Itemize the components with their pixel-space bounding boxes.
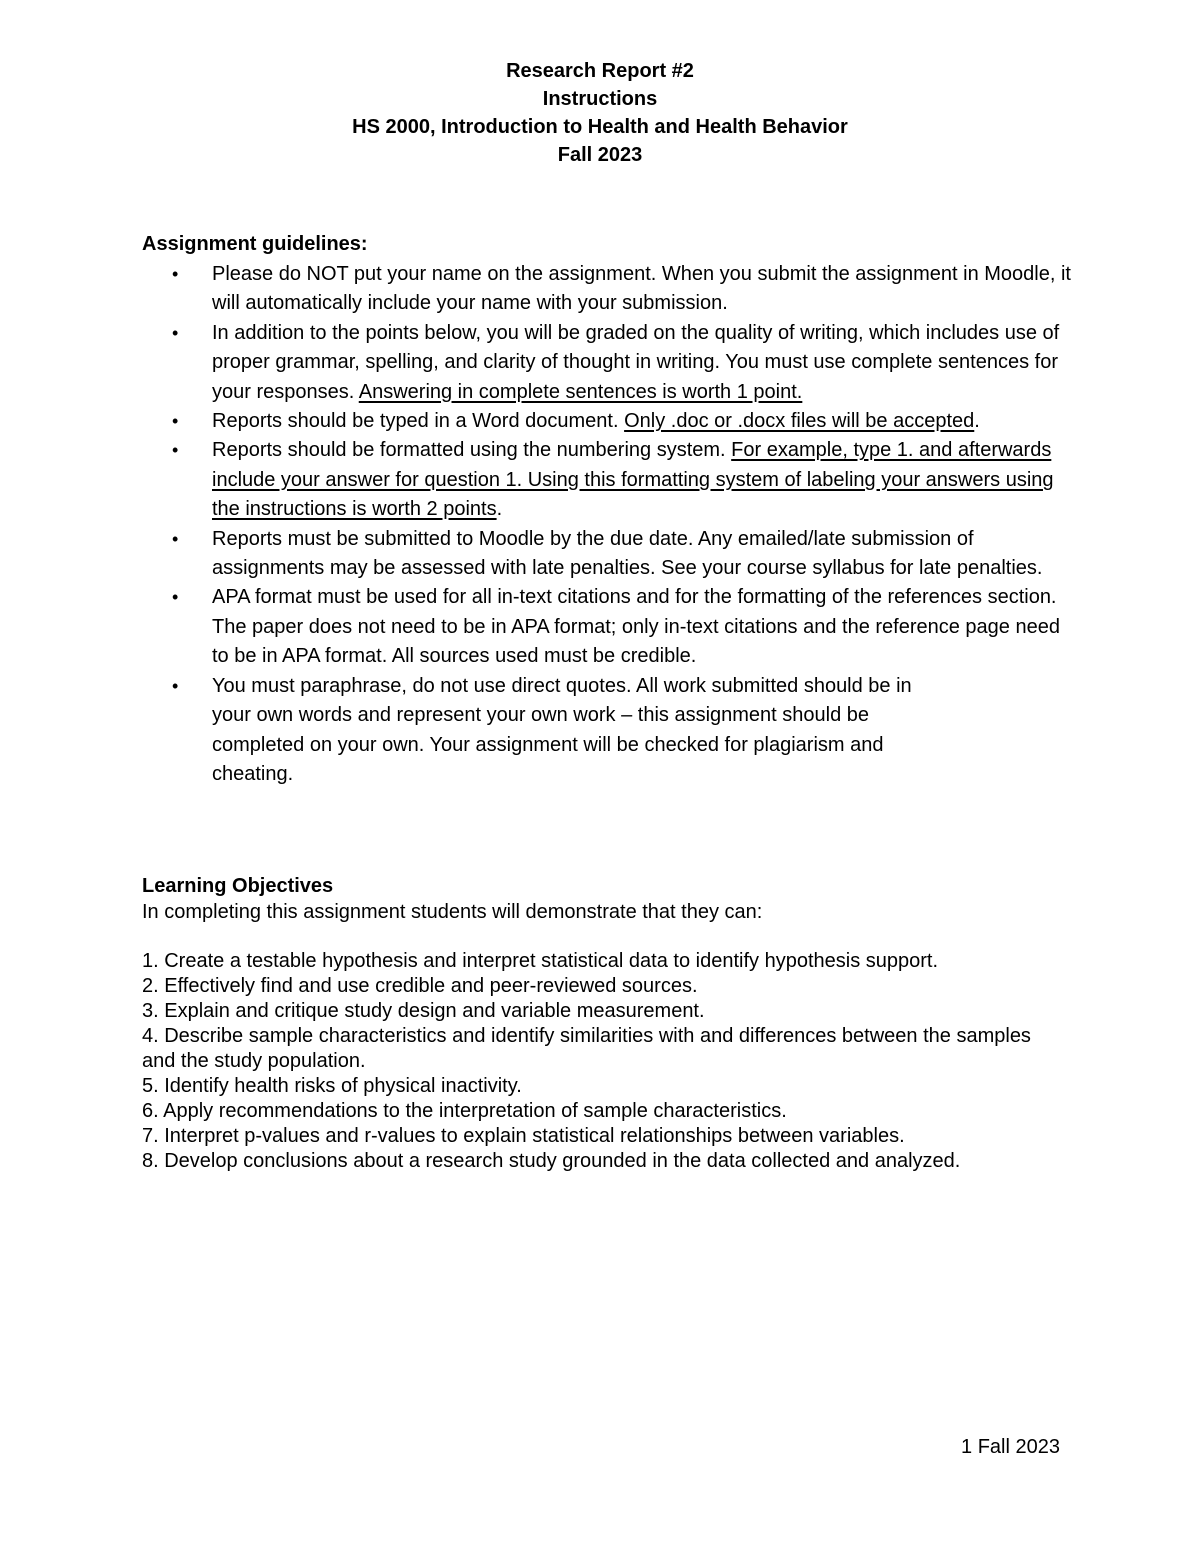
guideline-trailing-text: .: [974, 410, 980, 433]
guideline-underlined-text: Answering in complete sentences is worth 1 point.: [358, 380, 803, 403]
guideline-text: Please do NOT put your name on the assignment. When you submit the assignment in Moodle, it will automatically include your name with your submission.: [212, 263, 1071, 315]
guideline-line: your own words and represent your own work – this assignment should be: [212, 704, 870, 727]
list-item: 6. Apply recommendations to the interpretation of sample characteristics.: [142, 1100, 787, 1122]
guideline-line: cheating.: [212, 762, 294, 785]
guideline-line: completed on your own. Your assignment will be checked for plagiarism and: [212, 733, 884, 756]
guidelines-list: [142, 260, 1072, 789]
list-item: [142, 260, 1072, 319]
list-item: 4. Describe sample characteristics and identify similarities with and differences between the samples and the study population.: [142, 1025, 1031, 1072]
objectives-heading: Learning Objectives: [142, 875, 334, 897]
list-item: 1. Create a testable hypothesis and interpret statistical data to identify hypothesis support.: [142, 950, 939, 972]
list-item: 2. Effectively find and use credible and peer-reviewed sources.: [142, 975, 698, 997]
list-item: [142, 319, 1072, 407]
list-item: [142, 436, 1072, 524]
list-item: 8. Develop conclusions about a research study grounded in the data collected and analyzed.: [142, 1150, 961, 1172]
list-item: [142, 407, 1072, 436]
bullet-icon: •: [172, 587, 179, 608]
bullet-icon: •: [172, 440, 179, 461]
report-title: Research Report #2: [506, 60, 694, 82]
objectives-list: [142, 949, 1042, 1174]
guideline-line: You must paraphrase, do not use direct quotes. All work submitted should be in: [212, 674, 912, 697]
term: Fall 2023: [557, 144, 643, 166]
course-title: HS 2000, Introduction to Health and Health Behavior: [352, 116, 848, 138]
guidelines-heading: Assignment guidelines:: [142, 233, 368, 255]
document-header: [0, 57, 1200, 169]
list-item: 5. Identify health risks of physical inactivity.: [142, 1075, 522, 1097]
bullet-icon: •: [172, 411, 179, 432]
guideline-underlined-text: For example, type 1. and afterwards include your answer for question 1. Using this formatting system of labeling your answers using the instructions is worth 2 points: [212, 439, 1054, 521]
list-item: [142, 672, 1072, 790]
list-item: [142, 525, 1072, 584]
list-item: 7. Interpret p-values and r-values to explain statistical relationships between variables.: [142, 1125, 905, 1147]
guideline-underlined-text: Only .doc or .docx files will be accepted: [624, 410, 975, 433]
bullet-icon: •: [172, 528, 179, 549]
guideline-text: Reports should be typed in a Word document.: [212, 410, 625, 433]
bullet-icon: •: [172, 675, 179, 696]
list-item: 3. Explain and critique study design and variable measurement.: [142, 1000, 705, 1022]
guideline-text: Reports should be formatted using the numbering system.: [212, 439, 732, 462]
bullet-icon: •: [172, 322, 179, 343]
objectives-intro: In completing this assignment students will demonstrate that they can:: [142, 901, 763, 923]
list-item: [142, 583, 1072, 671]
bullet-icon: •: [172, 264, 179, 284]
guideline-trailing-text: .: [496, 498, 503, 521]
report-subtitle: Instructions: [542, 88, 658, 110]
guideline-text: Reports must be submitted to Moodle by the due date. Any emailed/late submission of assignments may be assessed with late penalties. See your course syllabus for late penalties.: [212, 527, 1043, 580]
guideline-text: APA format must be used for all in-text citations and for the formatting of the references section. The paper does not need to be in APA format; only in-text citations and the reference page need to be in APA format. All sources used must be credible.: [212, 586, 1060, 668]
guideline-text: In addition to the points below, you will be graded on the quality of writing, which includes use of proper grammar, spelling, and clarity of thought in writing. You must use complete sentences for your responses.: [212, 321, 1060, 403]
page-footer: 1 Fall 2023: [961, 1436, 1060, 1458]
